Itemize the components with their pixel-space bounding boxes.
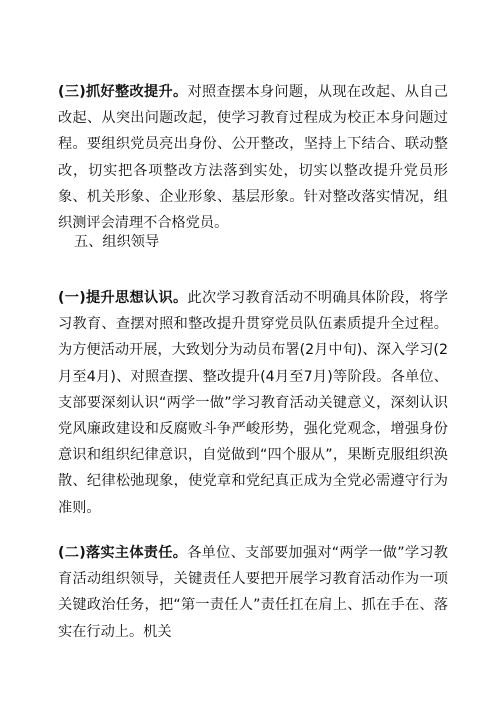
paragraph-lead: (一)提升思想认识。	[58, 290, 188, 306]
paragraph-lead: (三)抓好整改提升。	[58, 84, 188, 100]
paragraph-body: 对照查摆本身问题，从现在改起、从自己改起、从突出问题改起，使学习教育过程成为校正本身问题过程。要组织党员亮出身份、公开整改，坚持上下结合、联动整改，切实把各项整改方法落到实处，切实以整改提升党员形象、机关形象、企业形象、基层形象。针对整改落实情况，组织测评会清理不合格党员。	[58, 84, 448, 232]
paragraph-body: 此次学习教育活动不明确具体阶段，将学习教育、查摆对照和整改提升贯穿党员队伍素质提升全过程。为方便活动开展，大致划分为动员布署(2月中旬)、深入学习(2月至4月)、对照查摆、整改提升(4月至7月)等阶段。各单位、支部要深刻认识“两学一做”学习教育活动关键意义，深刻认识党风廉政建设和反腐败斗争严峻形势，强化党观念，增强身份意识和组织纪律意识，自觉做到“四个服从”，果断克服组织涣散、纪律松弛现象，使党章和党纪真正成为全党必需遵守行为准则。	[58, 290, 448, 516]
paragraph-body: 各单位、支部要加强对“两学一做”学习教育活动组织领导，关键责任人要把开展学习教育活动作为一项关键政治任务，把“第一责任人”责任扛在肩上、抓在手在、落实在行动上。机关	[58, 545, 448, 640]
section-heading: 五、组织领导	[74, 234, 160, 250]
paragraph-lead: (二)落实主体责任。	[58, 545, 188, 561]
paragraph-main-responsibility	[58, 540, 448, 645]
paragraph-raise-awareness	[58, 285, 448, 521]
paragraph-rectify-improve	[58, 79, 448, 236]
